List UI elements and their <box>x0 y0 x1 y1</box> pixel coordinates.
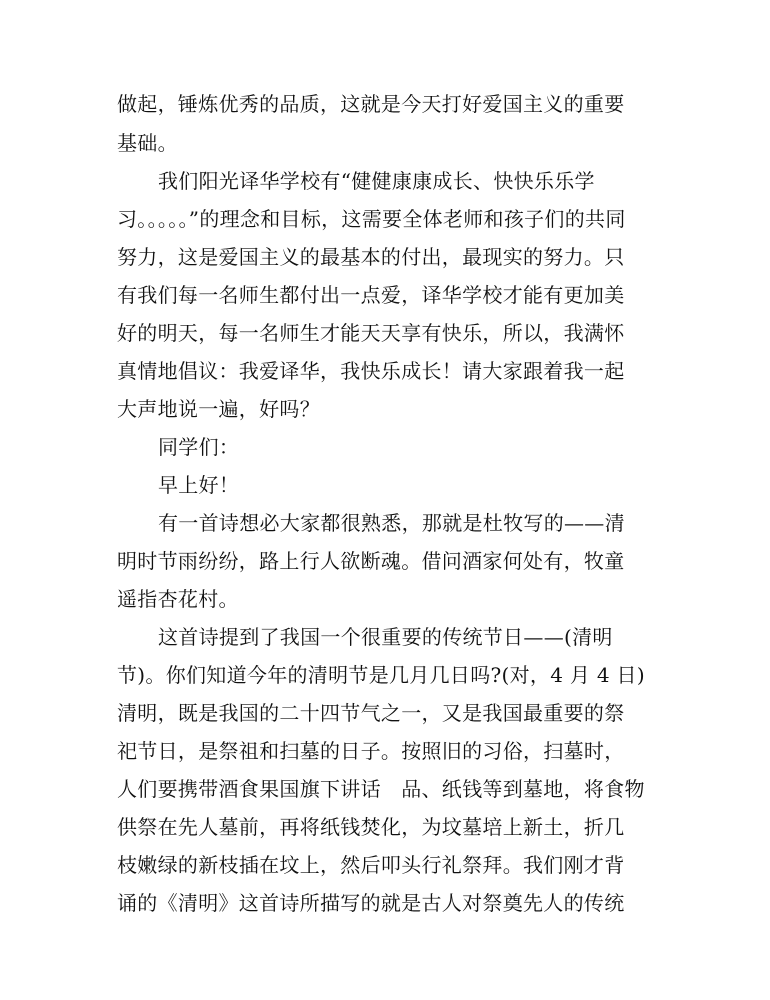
text-line: 清明，既是我国的二十四节气之一，又是我国最重要的祭 <box>117 701 625 725</box>
text-line: 真情地倡议：我爱译华，我快乐成长！请大家跟着我一起 <box>117 359 625 383</box>
text-line: 努力，这是爱国主义的最基本的付出，最现实的努力。只 <box>117 245 625 269</box>
text-line: 做起，锤炼优秀的品质，这就是今天打好爱国主义的重要 <box>117 92 625 116</box>
text-line: 祀节日，是祭祖和扫墓的日子。按照旧的习俗，扫墓时， <box>117 739 625 763</box>
paragraph-start-line: 这首诗提到了我国一个很重要的传统节日——(清明 <box>158 625 613 649</box>
text-line: 有我们每一名师生都付出一点爱，译华学校才能有更加美 <box>117 283 625 307</box>
text-line: 诵的《清明》这首诗所描写的就是古人对祭奠先人的传统 <box>117 891 625 915</box>
text-line: 明时节雨纷纷，路上行人欲断魂。借问酒家何处有，牧童 <box>117 549 625 573</box>
text-line: 枝嫩绿的新枝插在坟上，然后叩头行礼祭拜。我们刚才背 <box>117 853 625 877</box>
paragraph-start-line: 有一首诗想必大家都很熟悉，那就是杜牧写的——清 <box>158 511 625 535</box>
text-line: 供祭在先人墓前，再将纸钱焚化，为坟墓培上新土，折几 <box>117 815 625 839</box>
text-line: 习。。。。。”的理念和目标，这需要全体老师和孩子们的共同 <box>117 207 626 231</box>
text-line: 基础。 <box>117 131 178 155</box>
paragraph-start-line: 我们阳光译华学校有“健健康康成长、快快乐乐学 <box>158 169 595 193</box>
text-line: 人们要携带酒食果国旗下讲话 品、纸钱等到墓地，将食物 <box>117 777 645 801</box>
text-line: 遥指杏花村。 <box>117 587 239 611</box>
text-line: 节)。你们知道今年的清明节是几月几日吗?(对，4 月 4 日) <box>117 663 645 687</box>
text-line: 好的明天，每一名师生才能天天享有快乐，所以，我满怀 <box>117 321 625 345</box>
salutation-line: 同学们： <box>158 435 240 459</box>
text-line: 大声地说一遍，好吗？ <box>117 397 320 421</box>
greeting-line: 早上好！ <box>158 473 240 497</box>
